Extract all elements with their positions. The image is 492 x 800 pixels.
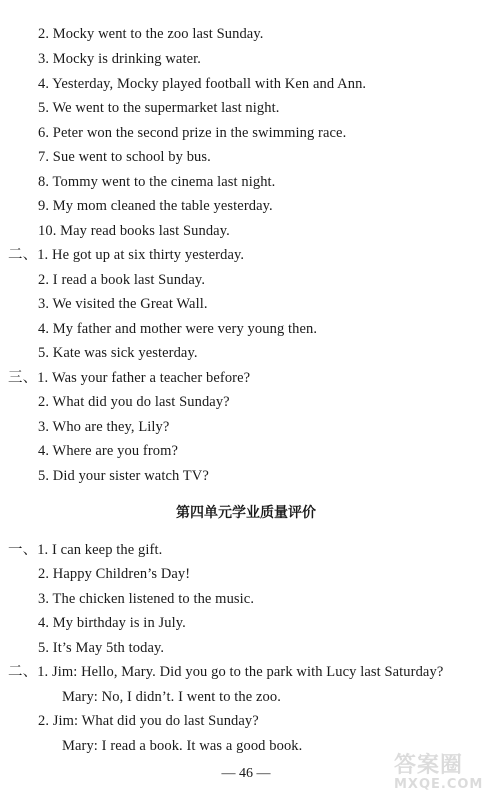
answer-line: 3. Who are they, Lily? xyxy=(38,419,170,435)
answer-line: 5. It’s May 5th today. xyxy=(38,640,165,656)
dialogue-line: Mary: I read a book. It was a good book. xyxy=(62,738,303,754)
watermark-logo xyxy=(394,754,486,796)
answer-line: 2. Mocky went to the zoo last Sunday. xyxy=(38,26,264,42)
answer-line: 2. I read a book last Sunday. xyxy=(38,272,206,288)
dialogue-line: Mary: No, I didn’t. I went to the zoo. xyxy=(62,689,281,705)
answer-line: 2. Jim: What did you do last Sunday? xyxy=(38,713,259,729)
answer-line: 7. Sue went to school by bus. xyxy=(38,149,211,165)
watermark-logo-bottom: MXQE.COM xyxy=(394,777,484,792)
unit-heading: 第四单元学业质量评价 xyxy=(176,505,316,521)
answer-line: 3. Mocky is drinking water. xyxy=(38,51,201,67)
answer-line: 8. Tommy went to the cinema last night. xyxy=(38,174,276,190)
watermark-logo-top: 答案圈 xyxy=(394,753,464,778)
answer-line: 2. What did you do last Sunday? xyxy=(38,394,230,410)
answer-line: 4. Where are you from? xyxy=(38,443,179,459)
answer-line: 9. My mom cleaned the table yesterday. xyxy=(38,198,273,214)
page-number: — 46 — xyxy=(221,766,271,781)
answer-line: 3. We visited the Great Wall. xyxy=(38,296,208,312)
answer-line: 5. Did your sister watch TV? xyxy=(38,468,209,484)
answer-line: 4. My father and mother were very young then. xyxy=(38,321,318,337)
answer-line: 4. Yesterday, Mocky played football with Ken and Ann. xyxy=(38,76,367,92)
section-two-first-line: 二、1. He got up at six thirty yesterday. xyxy=(8,247,245,263)
unit-section-two-first-line: 二、1. Jim: Hello, Mary. Did you go to the park with Lucy last Saturday? xyxy=(8,664,444,680)
answer-line: 3. The chicken listened to the music. xyxy=(38,591,255,607)
answer-line: 5. Kate was sick yesterday. xyxy=(38,345,198,361)
answer-line: 10. May read books last Sunday. xyxy=(38,223,230,239)
answer-line: 4. My birthday is in July. xyxy=(38,615,186,631)
section-three-first-line: 三、1. Was your father a teacher before? xyxy=(8,370,251,386)
answer-line: 5. We went to the supermarket last night. xyxy=(38,100,280,116)
unit-section-one-first-line: 一、1. I can keep the gift. xyxy=(8,542,163,558)
answer-line: 6. Peter won the second prize in the swimming race. xyxy=(38,125,347,141)
answer-line: 2. Happy Children’s Day! xyxy=(38,566,191,582)
